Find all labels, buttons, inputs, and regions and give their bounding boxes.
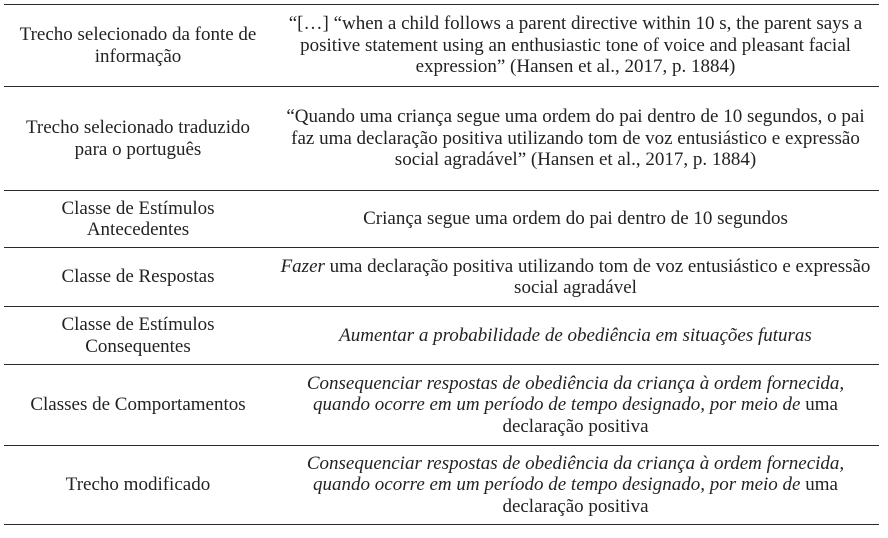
table-row-behavior-classes — [4, 365, 879, 446]
row-value-behavior-classes — [272, 365, 879, 446]
row-label-responses: Classe de Respostas — [4, 248, 272, 307]
row-value-responses — [272, 248, 879, 307]
table-row-source-excerpt — [4, 5, 879, 87]
value-text-italic: Consequenciar respostas de obediência da criança à ordem fornecida, quando ocorre em um período de tempo designado, por meio de — [306, 452, 845, 496]
table-row-modified-excerpt — [4, 446, 879, 525]
behavior-analysis-table — [4, 4, 879, 525]
table-row-consequent-stimuli — [4, 307, 879, 365]
row-value-translated-excerpt — [272, 87, 879, 191]
value-text-italic: Fazer — [280, 255, 325, 277]
value-text: uma declaração positiva — [502, 474, 838, 517]
row-label-consequent-stimuli: Classe de Estímulos Consequentes — [4, 307, 272, 365]
row-label-behavior-classes: Classes de Comportamentos — [4, 365, 272, 446]
row-label-antecedent-stimuli: Classe de Estímulos Antecedentes — [4, 191, 272, 248]
table-row-antecedent-stimuli — [4, 191, 879, 248]
value-text: “Quando uma criança segue uma ordem do pai dentro de 10 segundos, o pai faz uma declaração positiva utilizando tom de voz entusiástico e expressão social agradável” (Hansen et al., 2017, p. 1884) — [286, 106, 865, 171]
row-value-source-excerpt — [272, 5, 879, 87]
value-text: uma declaração positiva utilizando tom de voz entusiástico e expressão social agradável — [324, 255, 871, 298]
value-text-italic: Consequenciar respostas de obediência da criança à ordem fornecida, quando ocorre em um período de tempo designado, por meio de — [306, 372, 845, 416]
table-row-translated-excerpt — [4, 87, 879, 191]
table-row-responses — [4, 248, 879, 307]
row-label-modified-excerpt: Trecho modificado — [4, 446, 272, 525]
row-value-consequent-stimuli — [272, 307, 879, 365]
row-value-antecedent-stimuli — [272, 191, 879, 248]
row-value-modified-excerpt — [272, 446, 879, 525]
row-label-source-excerpt: Trecho selecionado da fonte de informação — [4, 5, 272, 87]
value-text: Criança segue uma ordem do pai dentro de 10 segundos — [363, 208, 788, 230]
row-label-translated-excerpt: Trecho selecionado traduzido para o português — [4, 87, 272, 191]
value-text: “[…] “when a child follows a parent directive within 10 s, the parent says a positive statement using an enthusiastic tone of voice and pleasant facial expression” (Hansen et al., 2017, p. 1884) — [288, 13, 863, 78]
value-text-italic: Aumentar a probabilidade de obediência em situações futuras — [339, 324, 812, 346]
value-text: uma declaração positiva — [502, 394, 838, 437]
